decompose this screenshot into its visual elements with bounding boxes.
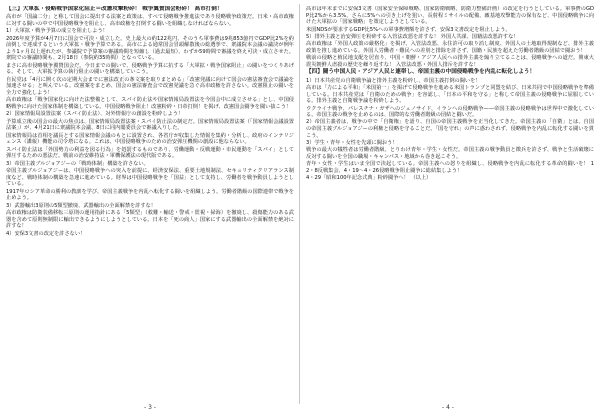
section-heading: 【四】闘う中国人民・アジア人民と連帯し、帝国主義の中国侵略戦争を内乱に転化しよう！ — [306, 69, 536, 76]
paragraph: 2）帝国主義者は、戦争の中で「自衛権」を語り、自国の帝国主義戦争を正当化してきた。帝国主義の「自衛」とは、自国の帝国主義ブルジョアジーの利権と侵略を守ることだ。「国を守れ」の声に惑わされず、侵略戦争を内乱に転化する闘いを貫こう。 — [306, 119, 594, 139]
paragraph: 戦前の侵略と植民地支配を居直り、中国・朝鮮・アジア人民への排外主義を煽り立てることは、侵略戦争への道だ。関東大震災朝鮮人虐殺の歴史を繰り返すな！ 入管法改悪・外国人排斥を許すな！ — [306, 55, 594, 68]
paragraph: 3）学生・青年・女性を先頭に闘おう！ — [306, 140, 398, 147]
page-number-left: - 3 - — [144, 404, 156, 411]
paragraph: 帝国主義ブルジョアジーは、中国侵略戦争への突入を前提に、経済安保法、重要土地規制法、セキュリティクリアランス制度など、戦時体制の構築を急速に進めている。財界は中国侵略戦争を「国益」として支持し、労働者を戦争動員しようとしている。 — [6, 168, 294, 188]
paragraph: 高市は「力による平和」「米国第一」を掲げて侵略戦争を進める米国トランプと同盟を結び、日米共同で中国侵略戦争を準備している。日本共産党は「自衛のための戦争」を容認し、「日本の平和を守る」と称して帝国主義の侵略戦争に屈服している。排外主義と自衛戦争論を粉砕しよう。 — [306, 84, 594, 105]
paragraph: 高市が「国論二分」と称して国会に提出する法案と政策は、すべて侵略戦争推進法であり侵略戦争政策だ。日米・高市政権に対する闘いの中で中国侵略戦争を阻止し、高市政権を打倒する闘いを組織しなければならない。 — [6, 14, 294, 27]
paragraph: 予算成立後の国会の最大の焦点は、国家情報局設置法案・スパイ防止法の制定だ。国家情報局設置法案（「国家情報会議設置法案」）が、4月21日に衆議院本会議、8日に同内閣委員会で審議入りした。 — [6, 118, 294, 132]
paragraph: 4）安保3文書の改定を許さない！ — [6, 230, 86, 237]
paragraph: 1917年ロシア革命の勝利の教訓を学び、帝国主義戦争を内乱へ転化する闘いを組織しよう。労働者階級の国際連帯で戦争を止めよう。 — [6, 188, 294, 202]
page-number-right: - 4 - — [442, 404, 454, 411]
paragraph: 戦争の最大の犠牲者は労働者階級、とりわけ青年・学生・女性だ。帝国主義の戦争動員と徴兵を許さず、戦争と生活破壊に反対する闘いを全国の職場・キャンパス・地域から巻き起こそう。 — [306, 147, 594, 161]
paragraph: スパイ防止法は「外国勢力の利益を図る行為」を処罰するものであり、労働運動・反戦運動・市民運動を「スパイ」として弾圧するための悪法だ。戦前の治安維持法・軍機保護法の現代版である。 — [6, 146, 294, 160]
section-title-three: 【三】大軍拡・侵略戦争国家化阻止＝改憲攻撃粉砕！ 戦争翼賛国会粉砕！ 高市打倒！ — [6, 6, 223, 12]
paragraph: 高市は年末までに安保3文書（国家安全保障戦略、国家防衛戦略、防衛力整備計画）の改定を行うとしている。軍事費のGDP比2%から3.5%、さらに5%への引き上げを狙い、長射程ミサイルの配備、敵基地攻撃能力の保有など、中国侵略戦争に向けた大軍拡の「国家戦略」を策定しようとしている。 — [306, 6, 594, 26]
paragraph: 2）国家情報局設置法案（スパイ防止法）、対外情報庁の創設を粉砕しよう！ — [6, 111, 184, 118]
paragraph: 2026年度予算が4月7日に国会で可決・成立した。史上最大の約122兆円、そのうち軍事費は9兆853億円でGDP比2%を約前倒しで達成するという大軍拡・戦争予算である。高市による通常国会冒頭解散後の総選挙で、衆議院本会議の議決が例年より1ヶ月以上遅れたが、参議院で予算案の審議時間を短縮し（過去最短）、わずか59時間で審議を終え可決・成立させた。衆院での審議時間も、2月18日（参院約35時間）となっている。 — [6, 35, 294, 62]
page-divider — [299, 4, 300, 404]
paragraph: 4・29「昭和100年記念式典」粉砕闘争へ！ （以上） — [306, 175, 432, 182]
paragraph: 高市政権は「戦争国家化に向けた法整備として、スパイ防止法や国家情報局設置法を今国会中に成立させる」とし、中国侵略戦争に向けた国家体制を構築している。中国侵略戦争阻止！改憲粉砕・日帝打倒！を掲げ、改憲国会闘争を闘い抜こう！ — [6, 97, 294, 110]
paragraph: 5）排外主義と治安弾圧を粉砕する入管法改悪を許すな！ 外国人共謀、国籍法改悪許すな！ — [306, 33, 519, 40]
paragraph: 米国NDSが要求するGDP比5%への軍事費増額を許さず、安保3文書改定を阻止しよう。 — [306, 26, 511, 33]
left-body — [6, 14, 294, 237]
paragraph: 自民党は「4月に開く次の定期大会までに憲法改正の条文案を取りまとめる」「改憲発議に向けて国会の憲法審査会で議論を加速させる」と叫んでいる。改憲案をまとめ、国会の憲法審査会で改憲発議を急ぐ高市政権を許さない。改憲阻止の闘いを全力で強化しよう！ — [6, 76, 294, 96]
right-body — [306, 6, 594, 182]
right-page — [306, 6, 594, 398]
paragraph: ウクライナ戦争、パレスチナ・ガザへのジェノサイド、イランへの侵略戦争——帝国主義の侵略戦争は世界中で激化している。帝国主義の戦争を止めるのは、国際的な労働者階級の団結と闘いだ。 — [306, 105, 594, 119]
paragraph: 国家情報局は首相を議長とする国家情報会議のもとに設置され、各省庁が収集した情報を集約・分析し、政府のインテリジェンス（諜報）機能の司令塔になる。これは、中国侵略戦争のための治安弾圧機関の創設に他ならない。 — [6, 132, 294, 146]
paragraph: 3）武器輸出3原則の5類型撤廃、武器輸出の全面解禁を許すな！ — [6, 202, 156, 209]
left-page — [6, 6, 294, 398]
paragraph: 1）日本共産党の自衛戦争論と排外主義を粉砕し、帝国主義打倒の闘いを！ — [306, 77, 481, 84]
paragraph: まさに高市侵略戦争翼賛国会だ。今日までの闘いで、侵略戦争予算に抗する「大軍拡・戦争国家阻止」の闘いをつくりあげる。そして、大軍拡予算の執行阻止の闘いを構築していこう。 — [6, 62, 294, 76]
paragraph: 1）大軍拡・戦争予算の成立を阻止しよう！ — [6, 28, 108, 35]
paragraph: 高市政権は防衛装備移転三原則の運用指針にある「5類型」（救難・輸送・警戒・監視・掃海）を撤廃し、殺傷能力のある武器を含めて原則無制限に輸出できるようにしようとしている。日本を「死の商人」国家にする武器輸出の全面解禁を絶対に許すな！ — [6, 209, 294, 230]
paragraph: 青年・女性・学生はいま全国で決起している。帝国主義への怒りを組織し、侵略戦争を内乱に転化する革命的闘いを！ 12・8反戦集会、4・19〜4・26侵略戦争阻止闘争に総結集しよう！ — [306, 161, 594, 175]
paragraph: 高市政権は「外国人政策の厳格化」を掲げ、入管法改悪、永住許可の取り消し制度、外国人の土地取得規制など、排外主義政策を推し進めている。外国人労働者・難民への差別と排除を許さず、国籍・民族を超えた労働者階級の団結で闘おう！ — [306, 41, 594, 54]
paragraph: 3）帝国主義ブルジョアジーの「戦時体制」構築を許さない。 — [6, 160, 149, 167]
